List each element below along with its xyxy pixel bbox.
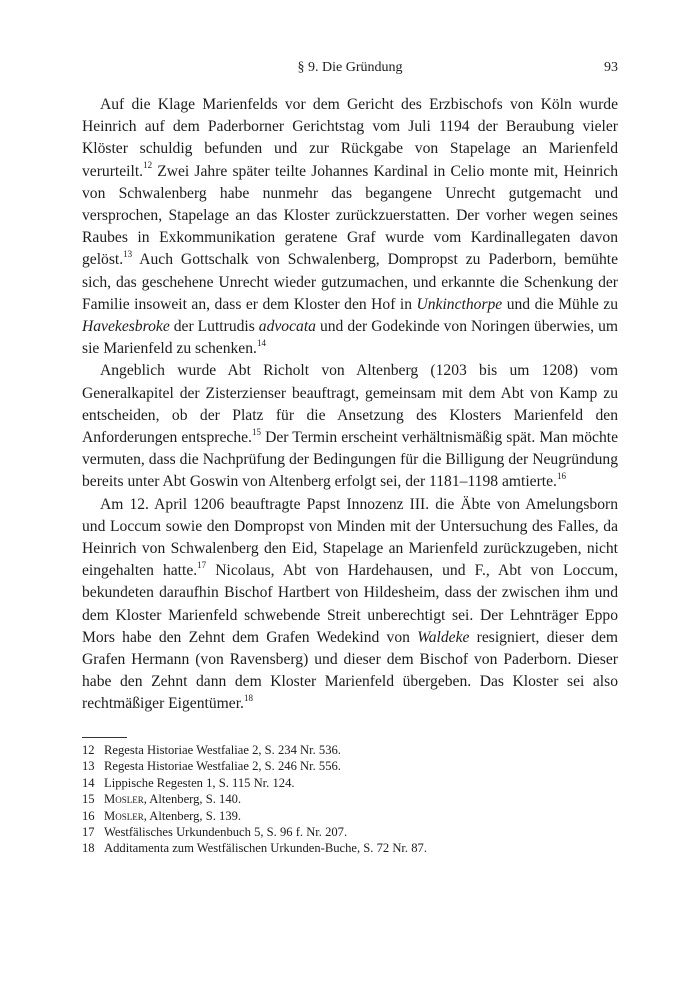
text-run: Additamenta zum Westfälischen Urkunden-Buche, S. 72 Nr. 87. xyxy=(104,841,427,856)
footnotes xyxy=(82,742,618,857)
footnote-ref: 16 xyxy=(556,471,566,482)
paragraph xyxy=(82,360,618,493)
text-run: Am 12. April 1206 beauftragte Papst Innozenz III. die Äbte von Amelungsborn und Loccum sowie den Dompropst von Minden mit der Untersuchung des Falles, da Heinrich von Schwalenberg den Eid, Stapelage an Marienfeld zurückzugeben, nicht eingehalten hatte. xyxy=(82,495,618,580)
footnote-ref: 18 xyxy=(243,693,253,704)
footnote-number: 16 xyxy=(82,808,95,823)
footnote-text xyxy=(104,791,241,807)
running-title: § 9. Die Gründung xyxy=(297,60,403,75)
footnote xyxy=(82,824,618,840)
text-run: resigniert, dieser dem Grafen Hermann (von Ravensberg) und dieser dem Bischof von Paderborn. Dieser habe den Zehnt dann dem Kloster Marienfeld übergeben. Das Kloster sei also rechtmäßiger Eigentümer. xyxy=(82,628,619,713)
author-name: Mosler xyxy=(104,808,144,823)
author-name: Mosler xyxy=(104,792,144,807)
footnote-number: 12 xyxy=(82,743,95,757)
footnote xyxy=(82,775,618,791)
text-run: der Luttrudis xyxy=(169,318,259,336)
body-text xyxy=(82,94,618,716)
footnote-rule xyxy=(82,737,127,738)
footnote-number: 15 xyxy=(82,792,95,807)
paragraph xyxy=(82,494,618,716)
text-run: Regesta Historiae Westfaliae 2, S. 246 Nr. 556. xyxy=(104,759,341,774)
footnote-text xyxy=(104,775,295,791)
footnote-text xyxy=(104,742,341,758)
text-run: Nicolaus, Abt von Hardehausen, und F., Abt von Loccum, bekundeten daraufhin Bischof Hartbert von Hildesheim, dass der zwischen ihm und dem Kloster Marienfeld schwebende Streit unberechtigt sei. Der Lehnträger Eppo Mors habe den Zehnt dem Grafen Wedekind von xyxy=(82,562,618,646)
book-page xyxy=(82,0,618,988)
footnote xyxy=(82,742,618,758)
running-head xyxy=(82,60,618,82)
footnote-ref: 17 xyxy=(197,560,207,571)
footnote-text xyxy=(104,840,427,856)
italic-text: Unkincthorpe xyxy=(416,295,503,313)
footnote-ref: 14 xyxy=(256,338,266,349)
footnote xyxy=(82,758,618,774)
italic-text: Waldeke xyxy=(417,628,470,646)
italic-text: advocata xyxy=(258,318,316,336)
footnote-text xyxy=(104,808,241,824)
text-run: Zwei Jahre später teilte Johannes Kardinal in Celio monte mit, Heinrich von Schwalenberg habe nunmehr das begangene Unrecht gutgemacht und versprochen, Stapelage an das Kloster zurückzuerstatten. Der vorher wegen seines Raubes in Exkommunikation geratene Graf wurde vom Kardinallegaten davon gelöst. xyxy=(82,162,618,269)
text-run: , Altenberg, S. 139. xyxy=(143,808,242,823)
italic-text: Havekesbroke xyxy=(82,318,170,336)
footnote-number: 17 xyxy=(82,825,95,840)
footnote-text xyxy=(104,758,341,774)
text-run: Angeblich wurde Abt Richolt von Altenberg (1203 bis um 1208) vom Generalkapitel der Zisterzienser beauftragt, gemeinsam mit dem Abt von Kamp zu entscheiden, ob der Platz für die Ansetzung des Klosters Marienfeld den Anforderungen entspreche. xyxy=(82,362,618,447)
text-run: Lippische Regesten 1, S. 115 Nr. 124. xyxy=(104,775,295,790)
text-run: Regesta Historiae Westfaliae 2, S. 234 Nr. 536. xyxy=(104,743,341,757)
page-number: 93 xyxy=(604,60,618,75)
text-run: , Altenberg, S. 140. xyxy=(143,792,242,807)
footnote xyxy=(82,840,618,856)
text-run: Der Termin erscheint verhältnismäßig spät. Man möchte vermuten, dass die Nachprüfung der Bedingungen für die Billigung der Neugründung bereits unter Abt Goswin von Altenberg erfolgt sei, der 1181–1198 amtierte. xyxy=(82,429,618,491)
footnote-ref: 15 xyxy=(251,426,261,437)
text-run: Auch Gottschalk von Schwalenberg, Dompropst zu Paderborn, bemühte sich, das geschehene Unrecht wieder gutzumachen, und erkannte die Schenkung der Familie insoweit an, dass er dem Kloster den Hof in xyxy=(82,251,618,313)
footnote-ref: 13 xyxy=(123,249,133,260)
text-run: und der Godekinde von Noringen überwies, um sie Marienfeld zu schenken. xyxy=(82,318,618,358)
text-run: Auf die Klage Marienfelds vor dem Gericht des Erzbischofs von Köln wurde Heinrich auf dem Paderborner Gerichtstag vom Juli 1194 der Beraubung vieler Klöster schuldig befunden und zur Rückgabe von Stapelage an Marienfeld verurteilt. xyxy=(82,96,618,180)
paragraph xyxy=(82,94,618,360)
footnote-text xyxy=(104,824,347,840)
footnote-number: 14 xyxy=(82,775,95,790)
footnote xyxy=(82,808,618,824)
text-run: und die Mühle zu xyxy=(502,295,619,313)
text-run: Westfälisches Urkundenbuch 5, S. 96 f. Nr. 207. xyxy=(104,825,348,840)
footnote-number: 18 xyxy=(82,841,95,856)
footnote xyxy=(82,791,618,807)
footnote-number: 13 xyxy=(82,759,95,774)
footnote-ref: 12 xyxy=(143,160,153,171)
